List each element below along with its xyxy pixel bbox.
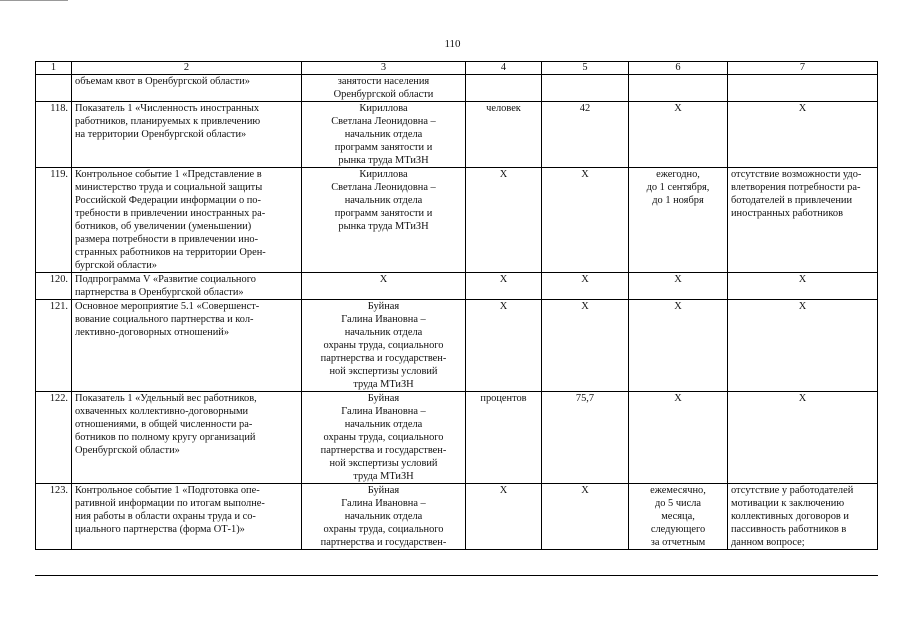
result-line: влетворения потребности ра- — [731, 182, 861, 193]
result-line: пассивность работников в — [731, 524, 847, 535]
column-header-4: 4 — [466, 62, 542, 75]
result-cell — [728, 484, 878, 550]
unit-cell: Х — [466, 300, 542, 392]
responsible-line: труда МТиЗН — [353, 471, 414, 482]
scan-corner-mark — [0, 0, 68, 1]
deadline-line: до 1 сентября, — [646, 182, 710, 193]
measure-name-line: объемам квот в Оренбургской области» — [75, 76, 250, 87]
measure-name-line: Оренбургской области» — [75, 445, 180, 456]
measure-name-line: ботников, об увеличении (уменьшении) — [75, 221, 252, 232]
responsible-line: Галина Ивановна – — [341, 406, 426, 417]
measure-name-line: Показатель 1 «Удельный вес работников, — [75, 393, 257, 404]
responsible-line: начальник отдела — [344, 327, 423, 338]
table-body — [36, 62, 878, 550]
deadline-line: до 1 ноября — [652, 195, 704, 206]
responsible-line: Светлана Леонидовна – — [331, 116, 436, 127]
deadline-line: ежегодно, — [656, 169, 700, 180]
responsible-cell — [302, 273, 466, 300]
responsible-line: Галина Ивановна – — [341, 314, 426, 325]
responsible-cell — [302, 75, 466, 102]
measure-name-cell — [72, 102, 302, 168]
value-cell: Х — [542, 484, 629, 550]
measure-name-line: вование социального партнерства и кол- — [75, 314, 254, 325]
column-header-6: 6 — [629, 62, 728, 75]
deadline-cell — [629, 392, 728, 484]
measure-name-line: ботников по полному кругу организаций — [75, 432, 256, 443]
header-row — [36, 62, 878, 75]
row-number-cell: 123. — [36, 484, 72, 550]
result-line: коллективных договоров и — [731, 511, 849, 522]
measure-name-cell — [72, 484, 302, 550]
row-number-cell — [36, 75, 72, 102]
page-bottom-margin — [0, 576, 905, 640]
measure-name-line: ния работы в области охраны труда и со- — [75, 511, 256, 522]
measure-name-cell — [72, 300, 302, 392]
unit-cell: процентов — [466, 392, 542, 484]
deadline-cell — [629, 484, 728, 550]
responsible-line: рынка труда МТиЗН — [338, 155, 429, 166]
measure-name-line: странных работников на территории Орен- — [75, 247, 266, 258]
value-cell: 75,7 — [542, 392, 629, 484]
result-line: Х — [798, 301, 807, 312]
measure-name-line: Контрольное событие 1 «Представление в — [75, 169, 262, 180]
page-number: 110 — [444, 38, 461, 50]
value-cell — [542, 75, 629, 102]
deadline-cell — [629, 300, 728, 392]
unit-cell: Х — [466, 484, 542, 550]
result-cell — [728, 168, 878, 273]
responsible-line: Буйная — [367, 485, 400, 496]
column-header-1: 1 — [36, 62, 72, 75]
result-cell — [728, 392, 878, 484]
responsible-line: охраны труда, социального — [323, 340, 444, 351]
table-row — [36, 102, 878, 168]
table-bottom-edge — [35, 575, 878, 576]
result-cell — [728, 102, 878, 168]
responsible-cell — [302, 300, 466, 392]
responsible-line: Кириллова — [359, 103, 408, 114]
measures-table — [35, 61, 878, 550]
responsible-line: охраны труда, социального — [323, 432, 444, 443]
responsible-line: партнерства и государствен- — [320, 537, 447, 548]
row-number-cell: 122. — [36, 392, 72, 484]
result-line: отсутствие у работодателей — [731, 485, 854, 496]
responsible-line: труда МТиЗН — [353, 379, 414, 390]
responsible-line: Светлана Леонидовна – — [331, 182, 436, 193]
deadline-line: Х — [674, 393, 682, 404]
measure-name-line: министерство труда и социальной защиты — [75, 182, 263, 193]
responsible-line: Галина Ивановна – — [341, 498, 426, 509]
deadline-cell — [629, 102, 728, 168]
responsible-line: начальник отдела — [344, 511, 423, 522]
responsible-line: ной экспертизы условий — [329, 366, 438, 377]
unit-cell — [466, 75, 542, 102]
responsible-line: Кириллова — [359, 169, 408, 180]
responsible-line: Буйная — [367, 393, 400, 404]
result-cell — [728, 75, 878, 102]
row-number-cell: 118. — [36, 102, 72, 168]
deadline-line: Х — [674, 301, 682, 312]
unit-cell: Х — [466, 273, 542, 300]
unit-cell: Х — [466, 168, 542, 273]
table-row — [36, 75, 878, 102]
measure-name-line: на территории Оренбургской области» — [75, 129, 247, 140]
table-row — [36, 168, 878, 273]
responsible-line: рынка труда МТиЗН — [338, 221, 429, 232]
responsible-line: начальник отдела — [344, 419, 423, 430]
result-line: Х — [798, 103, 807, 114]
responsible-line: начальник отдела — [344, 129, 423, 140]
table-row — [36, 273, 878, 300]
row-number-cell: 119. — [36, 168, 72, 273]
responsible-line: Буйная — [367, 301, 400, 312]
measure-name-line: циального партнерства (форма ОТ-1)» — [75, 524, 245, 535]
responsible-line: начальник отдела — [344, 195, 423, 206]
result-cell — [728, 273, 878, 300]
measure-name-line: лективно-договорных отношений» — [75, 327, 230, 338]
result-cell — [728, 300, 878, 392]
responsible-line: программ занятости и — [334, 142, 433, 153]
column-header-7: 7 — [728, 62, 878, 75]
deadline-line: месяца, — [661, 511, 695, 522]
responsible-line: занятости населения — [337, 76, 430, 87]
responsible-cell — [302, 392, 466, 484]
value-cell: Х — [542, 300, 629, 392]
result-line: ботодателей в привлечении — [731, 195, 853, 206]
unit-cell: человек — [466, 102, 542, 168]
deadline-cell — [629, 168, 728, 273]
column-header-3: 3 — [302, 62, 466, 75]
measure-name-line: партнерства в Оренбургской области» — [75, 287, 244, 298]
responsible-cell — [302, 168, 466, 273]
responsible-cell — [302, 484, 466, 550]
column-header-5: 5 — [542, 62, 629, 75]
value-cell: Х — [542, 273, 629, 300]
result-line: отсутствие возможности удо- — [731, 169, 862, 180]
measure-name-cell — [72, 75, 302, 102]
deadline-cell — [629, 75, 728, 102]
measure-name-line: работников, планируемых к привлечению — [75, 116, 261, 127]
deadline-line: следующего — [650, 524, 706, 535]
measure-name-line: охваченных коллективно-договорными — [75, 406, 249, 417]
responsible-line: партнерства и государствен- — [320, 353, 447, 364]
deadline-line: ежемесячно, — [650, 485, 706, 496]
deadline-line: Х — [674, 103, 682, 114]
measure-name-line: размера потребности в привлечении ино- — [75, 234, 259, 245]
measure-name-cell — [72, 392, 302, 484]
measure-name-line: Подпрограмма V «Развитие социального — [75, 274, 256, 285]
result-line: иностранных работников — [731, 208, 843, 219]
result-line: Х — [798, 274, 807, 285]
result-line: данном вопросе; — [731, 537, 805, 548]
deadline-cell — [629, 273, 728, 300]
result-line: Х — [798, 393, 807, 404]
responsible-line: охраны труда, социального — [323, 524, 444, 535]
table-row — [36, 300, 878, 392]
measure-name-line: Российской Федерации информации о по- — [75, 195, 261, 206]
measure-name-line: отношениями, в общей численности ра- — [75, 419, 253, 430]
responsible-line: Х — [379, 274, 388, 285]
result-line: мотивации к заключению — [731, 498, 845, 509]
responsible-line: Оренбургской области — [333, 89, 434, 100]
deadline-line: за отчетным — [650, 537, 706, 548]
deadline-line: до 5 числа — [654, 498, 702, 509]
responsible-line: ной экспертизы условий — [329, 458, 438, 469]
row-number-cell: 121. — [36, 300, 72, 392]
value-cell: 42 — [542, 102, 629, 168]
table-row — [36, 484, 878, 550]
measure-name-cell — [72, 168, 302, 273]
measure-name-line: бургской области» — [75, 260, 157, 271]
measure-name-line: Основное мероприятие 5.1 «Совершенст- — [75, 301, 260, 312]
measure-name-line: Показатель 1 «Численность иностранных — [75, 103, 260, 114]
table-row — [36, 392, 878, 484]
measure-name-cell — [72, 273, 302, 300]
value-cell: Х — [542, 168, 629, 273]
row-number-cell: 120. — [36, 273, 72, 300]
measure-name-line: ративной информации по итогам выполне- — [75, 498, 265, 509]
measure-name-line: Контрольное событие 1 «Подготовка опе- — [75, 485, 260, 496]
responsible-line: программ занятости и — [334, 208, 433, 219]
responsible-cell — [302, 102, 466, 168]
responsible-line: партнерства и государствен- — [320, 445, 447, 456]
column-header-2: 2 — [72, 62, 302, 75]
measure-name-line: требности в привлечении иностранных ра- — [75, 208, 266, 219]
deadline-line: Х — [674, 274, 682, 285]
